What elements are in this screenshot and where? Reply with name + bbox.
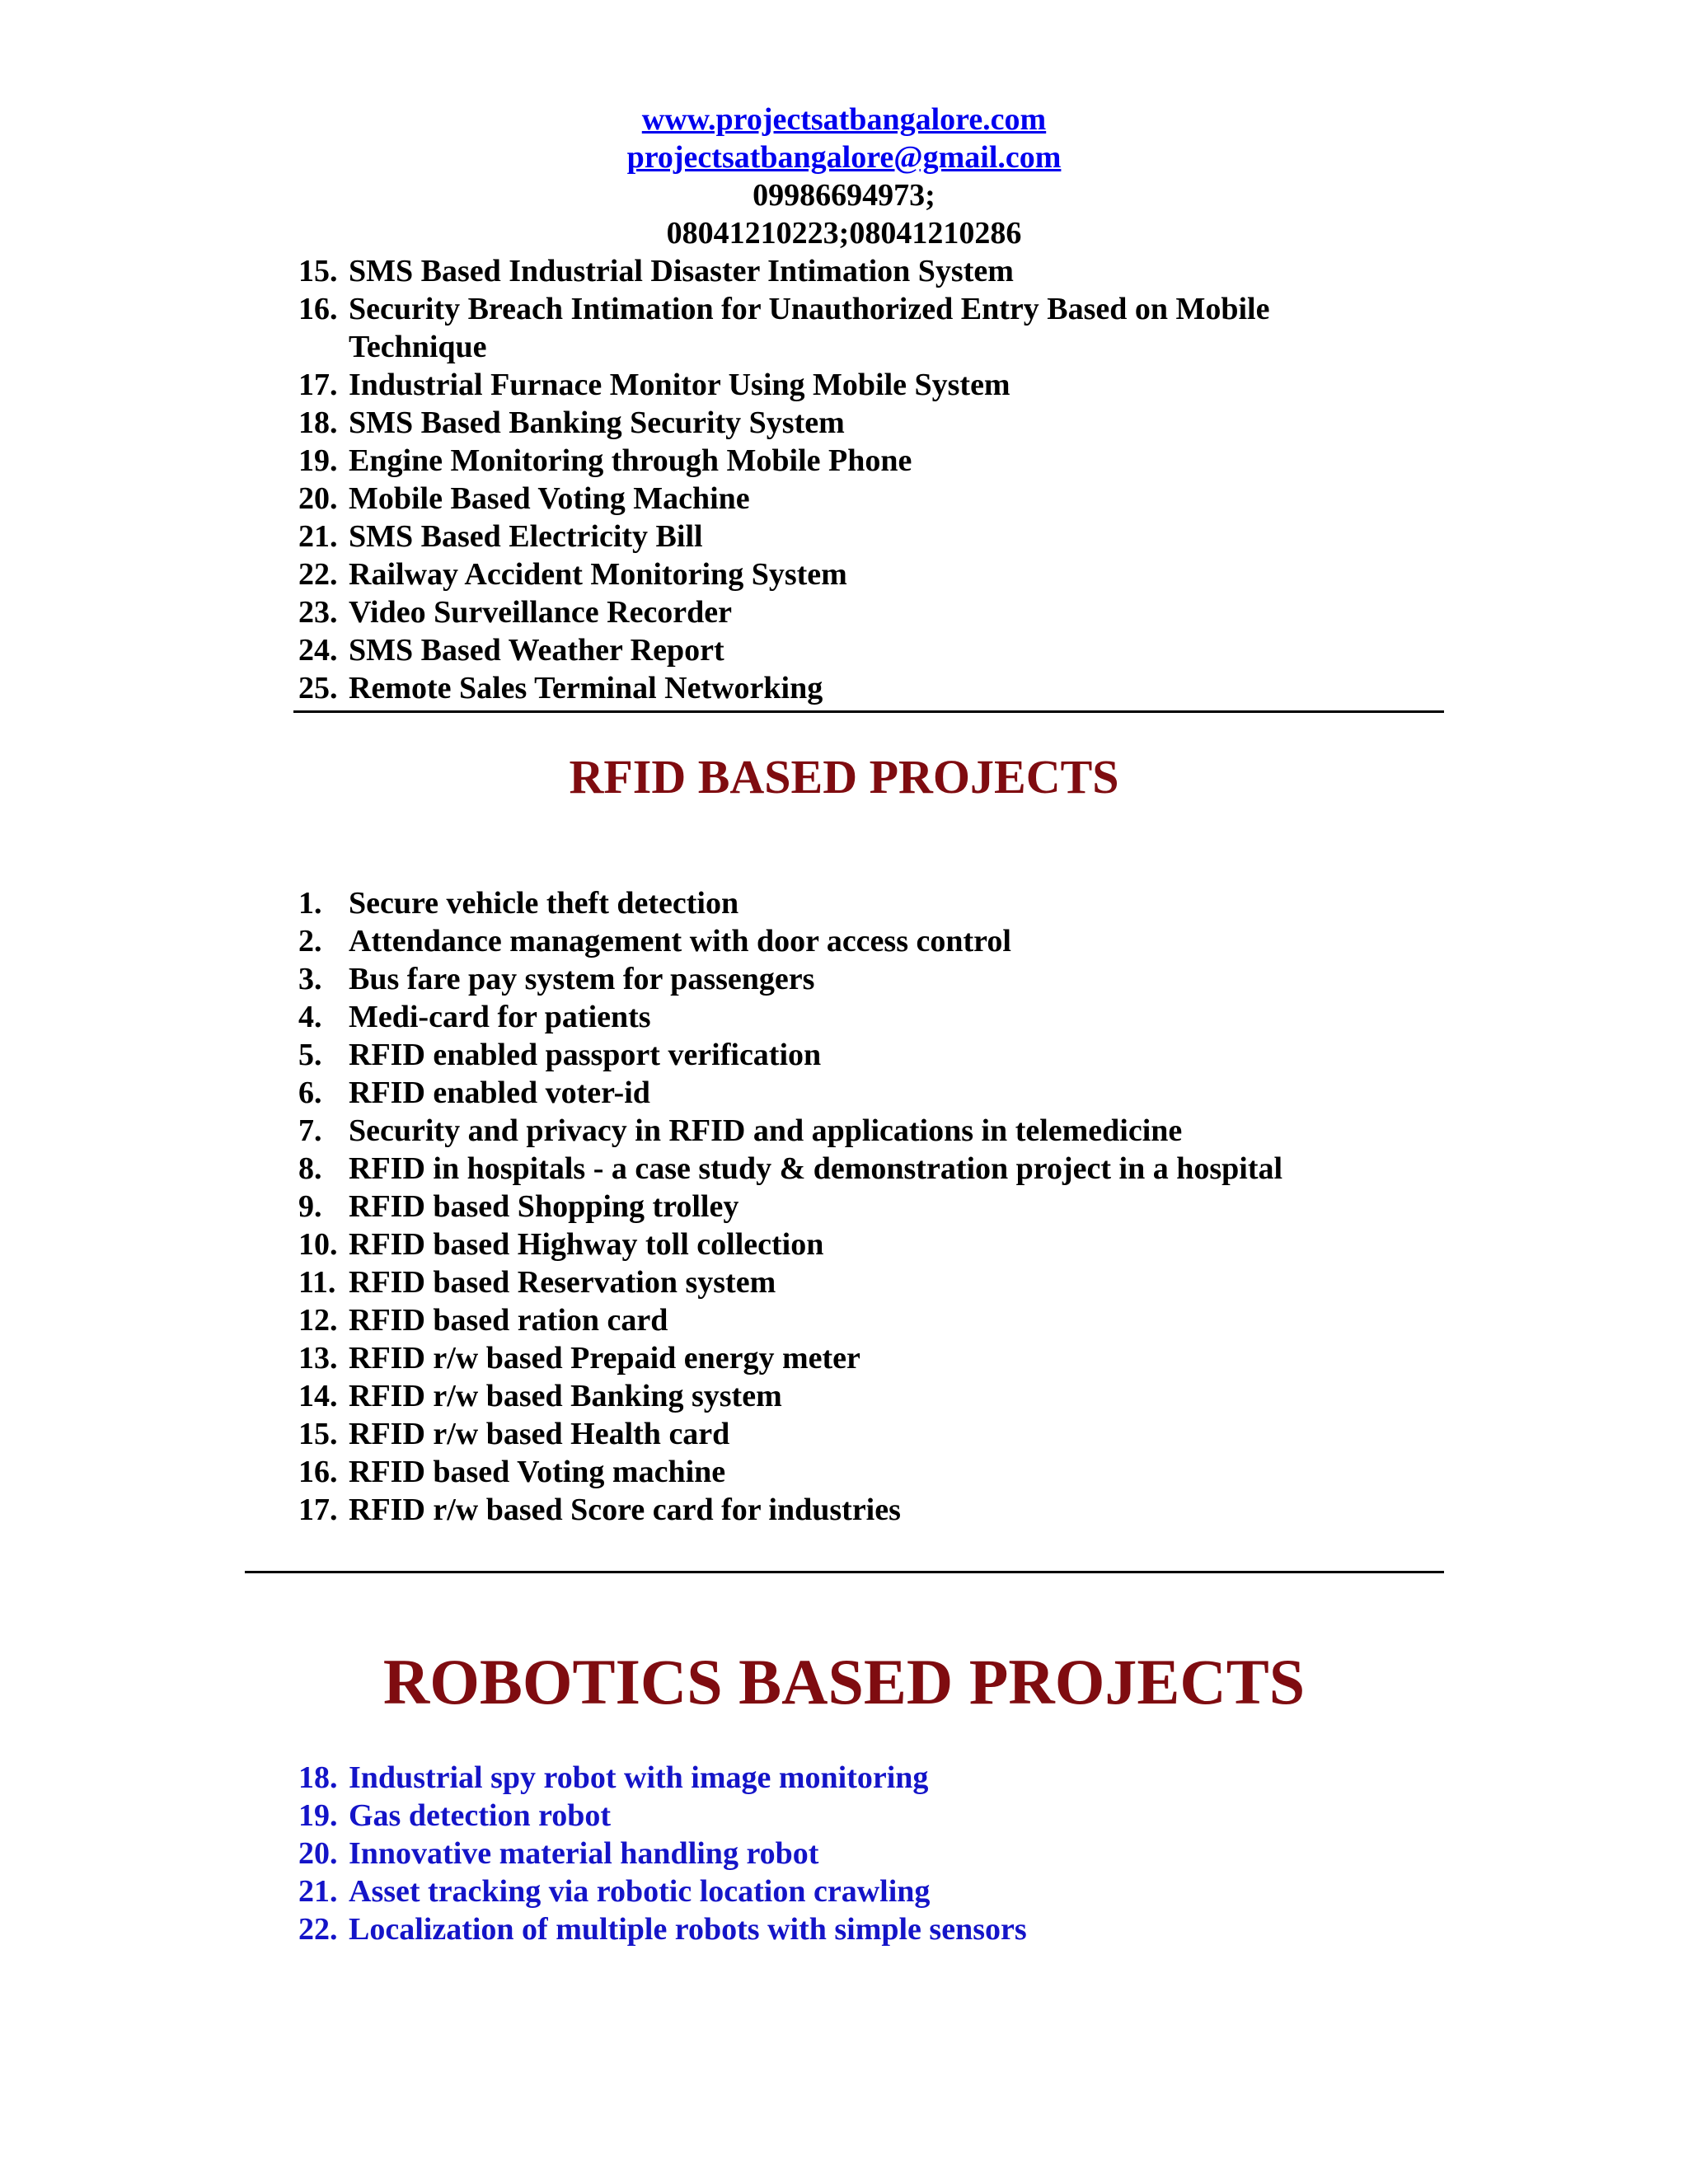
item-text: RFID based Voting machine — [349, 1455, 726, 1489]
item-text: RFID enabled voter-id — [349, 1076, 650, 1110]
item-text: Security Breach Intimation for Unauthorized Entry Based on Mobile — [349, 292, 1270, 326]
rfid-section-heading: RFID BASED PROJECTS — [569, 750, 1119, 804]
email-link-line — [0, 138, 1688, 176]
item-text: Secure vehicle theft detection — [349, 886, 739, 921]
item-number: 15. — [298, 1417, 338, 1451]
item-text: RFID based Shopping trolley — [349, 1189, 739, 1224]
item-text: Security and privacy in RFID and applications in telemedicine — [349, 1113, 1183, 1148]
item-number: 8. — [298, 1151, 322, 1186]
item-number: 21. — [298, 519, 338, 554]
item-text: Technique — [349, 330, 487, 364]
item-text: Video Surveillance Recorder — [349, 595, 733, 630]
item-number: 4. — [298, 1000, 322, 1034]
item-number: 14. — [298, 1379, 338, 1413]
item-number: 25. — [298, 671, 338, 705]
item-text: RFID based ration card — [349, 1303, 668, 1338]
item-number: 6. — [298, 1076, 322, 1110]
item-number: 18. — [298, 405, 338, 440]
item-number: 17. — [298, 368, 338, 402]
item-text: RFID r/w based Score card for industries — [349, 1493, 901, 1527]
phone-secondary: 08041210223;08041210286 — [666, 216, 1022, 251]
item-number: 5. — [298, 1038, 322, 1072]
item-number: 17. — [298, 1493, 338, 1527]
phone-primary: 09986694973; — [753, 178, 935, 213]
item-number: 13. — [298, 1341, 338, 1376]
item-number: 2. — [298, 924, 322, 958]
item-text: Industrial Furnace Monitor Using Mobile System — [349, 368, 1010, 402]
item-text: RFID based Reservation system — [349, 1265, 776, 1300]
item-number: 22. — [298, 1912, 338, 1947]
item-number: 9. — [298, 1189, 322, 1224]
section-divider — [245, 1571, 1444, 1573]
email-link[interactable]: projectsatbangalore@gmail.com — [626, 140, 1062, 175]
item-text: Mobile Based Voting Machine — [349, 481, 750, 516]
item-number: 22. — [298, 557, 338, 592]
item-number: 12. — [298, 1303, 338, 1338]
item-text: Gas detection robot — [349, 1798, 612, 1833]
item-text: Engine Monitoring through Mobile Phone — [349, 443, 912, 478]
item-text: SMS Based Electricity Bill — [349, 519, 703, 554]
item-text: Asset tracking via robotic location crawling — [349, 1874, 931, 1909]
item-number: 16. — [298, 292, 338, 326]
item-number: 3. — [298, 962, 322, 996]
item-text: RFID r/w based Prepaid energy meter — [349, 1341, 860, 1376]
item-text: Railway Accident Monitoring System — [349, 557, 847, 592]
item-number: 1. — [298, 886, 322, 921]
item-number: 16. — [298, 1455, 338, 1489]
item-number: 19. — [298, 1798, 338, 1833]
item-text: Remote Sales Terminal Networking — [349, 671, 823, 705]
item-number: 21. — [298, 1874, 338, 1909]
item-number: 19. — [298, 443, 338, 478]
item-text: RFID in hospitals - a case study & demonstration project in a hospital — [349, 1151, 1283, 1186]
item-number: 20. — [298, 1836, 338, 1871]
item-text: Innovative material handling robot — [349, 1836, 819, 1871]
item-text: Medi-card for patients — [349, 1000, 651, 1034]
item-text: RFID based Highway toll collection — [349, 1227, 824, 1262]
website-link-line — [0, 101, 1688, 138]
item-text: SMS Based Weather Report — [349, 633, 724, 668]
item-number: 18. — [298, 1760, 338, 1795]
item-number: 7. — [298, 1113, 322, 1148]
item-number: 10. — [298, 1227, 338, 1262]
section-divider — [293, 710, 1444, 713]
item-number: 23. — [298, 595, 338, 630]
item-text: RFID enabled passport verification — [349, 1038, 822, 1072]
item-text: RFID r/w based Banking system — [349, 1379, 782, 1413]
robotics-section-heading: ROBOTICS BASED PROJECTS — [382, 1646, 1306, 1718]
item-number: 24. — [298, 633, 338, 668]
item-text: Industrial spy robot with image monitoring — [349, 1760, 929, 1795]
item-text: Localization of multiple robots with simple sensors — [349, 1912, 1027, 1947]
item-text: Bus fare pay system for passengers — [349, 962, 815, 996]
item-number: 15. — [298, 254, 338, 288]
item-number: 20. — [298, 481, 338, 516]
item-text: RFID r/w based Health card — [349, 1417, 730, 1451]
item-number: 11. — [298, 1265, 336, 1300]
item-text: SMS Based Banking Security System — [349, 405, 845, 440]
website-link[interactable]: www.projectsatbangalore.com — [641, 102, 1047, 137]
item-text: SMS Based Industrial Disaster Intimation System — [349, 254, 1014, 288]
item-text: Attendance management with door access control — [349, 924, 1011, 958]
